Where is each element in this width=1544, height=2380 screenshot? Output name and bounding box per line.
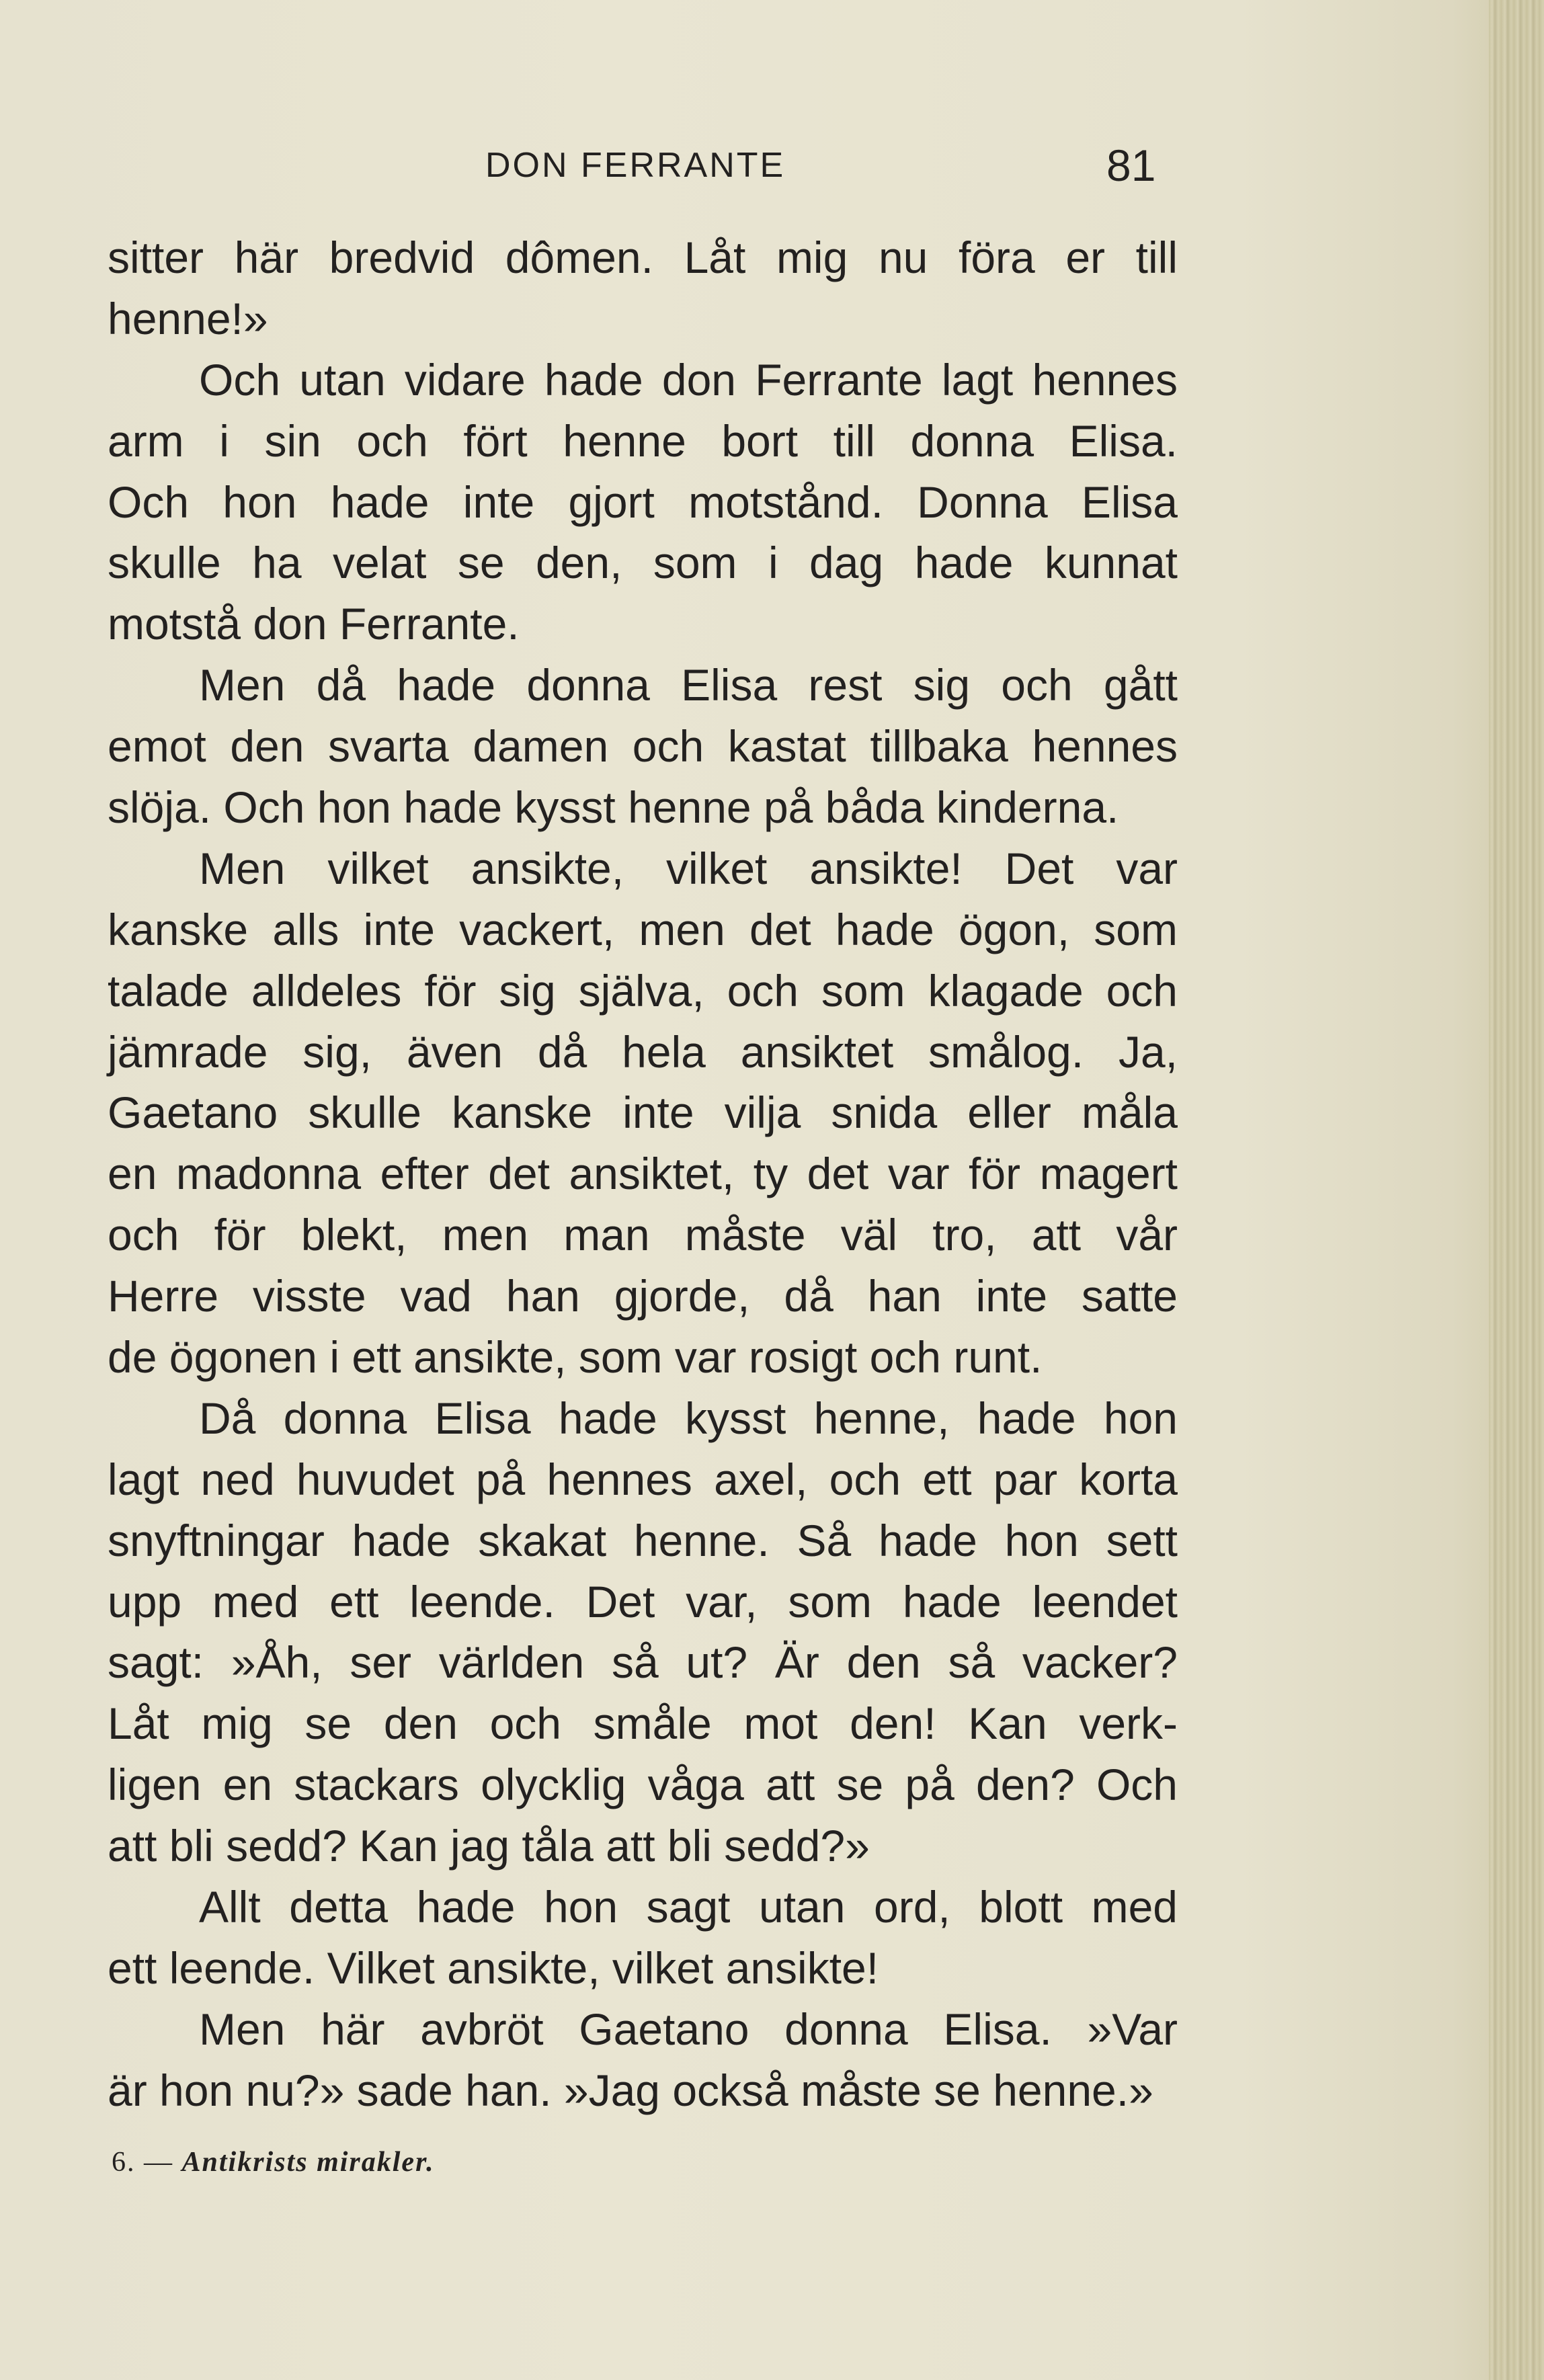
- text-line: Låt mig se den och småle mot den! Kan verk-: [108, 1698, 1178, 1749]
- text-line: lagt ned huvudet på hennes axel, och ett par korta: [108, 1454, 1178, 1504]
- text-line: Allt detta hade hon sagt utan ord, blott med: [199, 1882, 1178, 1932]
- text-line: Då donna Elisa hade kysst henne, hade hon: [199, 1393, 1178, 1443]
- text-line: och för blekt, men man måste väl tro, att vår: [108, 1210, 1178, 1260]
- text-line: emot den svarta damen och kastat tillbaka hennes: [108, 721, 1178, 772]
- text-line: en madonna efter det ansiktet, ty det var för magert: [108, 1149, 1178, 1199]
- running-title: DON FERRANTE: [485, 146, 786, 185]
- text-line: talade alldeles för sig själva, och som klagade och: [108, 965, 1178, 1016]
- text-line: är hon nu?» sade han. »Jag också måste se henne.»: [108, 2065, 1153, 2115]
- text-line: Gaetano skulle kanske inte vilja snida eller måla: [108, 1088, 1178, 1138]
- text-line: motstå don Ferrante.: [108, 599, 520, 649]
- signature-mark: 6. —: [112, 2147, 173, 2178]
- text-line: slöja. Och hon hade kysst henne på båda kinderna.: [108, 782, 1119, 833]
- text-line: Men då hade donna Elisa rest sig och gått: [199, 660, 1178, 710]
- text-line: kanske alls inte vackert, men det hade ögon, som: [108, 904, 1178, 954]
- page-edge: [1489, 0, 1544, 2380]
- text-line: Och utan vidare hade don Ferrante lagt hennes: [199, 354, 1178, 405]
- text-line: Och hon hade inte gjort motstånd. Donna Elisa: [108, 477, 1178, 527]
- text-line: skulle ha velat se den, som i dag hade kunnat: [108, 538, 1178, 588]
- text-line: sagt: »Åh, ser världen så ut? Är den så vacker?: [108, 1637, 1178, 1688]
- text-line: snyftningar hade skakat henne. Så hade hon sett: [108, 1515, 1178, 1565]
- running-header: [0, 140, 1544, 194]
- text-line: jämrade sig, även då hela ansiktet smålog. Ja,: [108, 1026, 1178, 1077]
- page-number: 81: [1106, 140, 1156, 190]
- text-line: sitter här bredvid dômen. Låt mig nu föra er till: [108, 233, 1178, 282]
- book-title: Antikrists mirakler.: [181, 2147, 435, 2178]
- text-line: upp med ett leende. Det var, som hade leendet: [108, 1576, 1178, 1627]
- text-line: att bli sedd? Kan jag tåla att bli sedd?»: [108, 1821, 870, 1871]
- text-line: Herre visste vad han gjorde, då han inte satte: [108, 1271, 1178, 1321]
- text-line: Men här avbröt Gaetano donna Elisa. »Var: [199, 2004, 1178, 2054]
- body-text: [108, 227, 1178, 2121]
- text-line: Men vilket ansikte, vilket ansikte! Det var: [199, 843, 1178, 893]
- text-line: ett leende. Vilket ansikte, vilket ansikte!: [108, 1942, 879, 1993]
- signature-footer: [112, 2146, 435, 2178]
- text-line: arm i sin och fört henne bort till donna Elisa.: [108, 415, 1178, 466]
- text-line: ligen en stackars olycklig våga att se på den? Och: [108, 1760, 1178, 1810]
- text-line: henne!»: [108, 293, 268, 343]
- text-line: de ögonen i ett ansikte, som var rosigt och runt.: [108, 1332, 1043, 1383]
